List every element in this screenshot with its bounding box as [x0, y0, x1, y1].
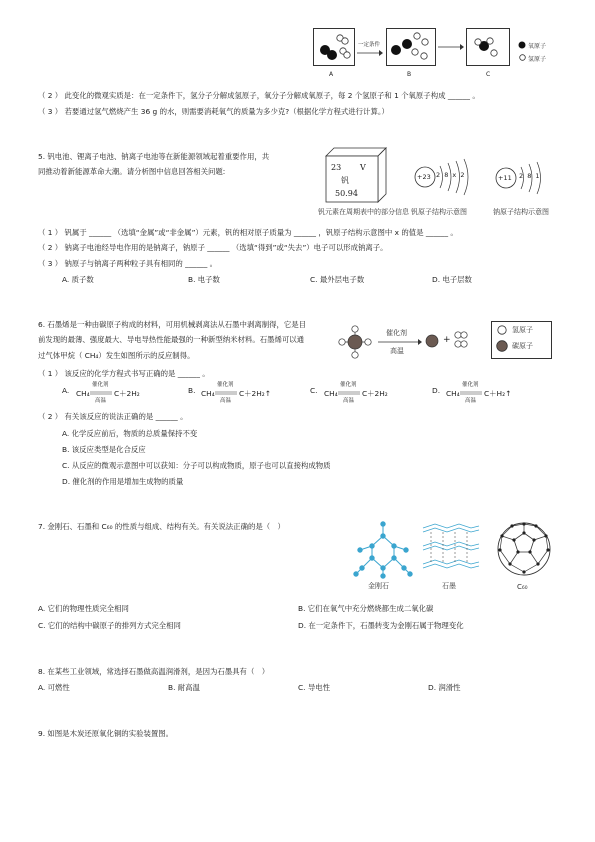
q6-part-2: （ 2 ） 有关该反应的说法正确的是 ______ 。 — [38, 412, 188, 421]
q6-stem-line2: 前发现的最薄、强度最大、导电导热性能最强的一种新型纳米材料。石墨烯可以通 — [38, 335, 305, 344]
q5-stem-line1: 5. 钒电池、锂离子电池、钠离子电池等在新能源领域起着重要作用，共 — [38, 152, 270, 161]
eq-d-bottom: 高温 — [465, 398, 477, 404]
arrow-icon — [357, 50, 383, 56]
q7-option-c[interactable]: C. 它们的结构中碳原子的排列方式完全相同 — [38, 621, 181, 630]
reaction-arrow-icon — [378, 339, 422, 345]
atoms-b — [386, 28, 436, 66]
eq-c-top: 催化剂 — [340, 382, 357, 388]
legend-hydrogen: 氢原子 — [528, 56, 547, 63]
element-name: 钒 — [341, 176, 349, 185]
eq-d-letter[interactable]: D. — [432, 386, 441, 395]
q7-stem: 7. 金刚石、石墨和 C₆₀ 的性质与组成、结构有关。有关说法正确的是（ ） — [38, 522, 285, 531]
label-c: C — [486, 71, 491, 78]
legend-oxygen: 氧原子 — [528, 43, 547, 50]
q8-stem: 8. 在某些工业领域，常选择石墨做高温润滑剂，是因为石墨具有（ ） — [38, 667, 270, 676]
q8-option-a[interactable]: A. 可燃性 — [38, 683, 70, 692]
v-nucleus: +23 — [417, 173, 431, 181]
q6-stem-line1: 6. 石墨烯是一种由碳原子构成的材料，可用机械剥离法从石墨中剥离制得，它是目 — [38, 320, 307, 329]
v-shells: 2 8 x 2 — [436, 171, 465, 179]
label-a: A — [329, 71, 334, 78]
eq-c-equals — [338, 391, 360, 395]
eq-d-left: CH₄ — [446, 389, 460, 398]
hydrogen-legend-icon — [497, 325, 507, 335]
q5-part-2: （ 2 ） 钠离子电池经导电作用的是钠离子，钠原子 ______ （选填“得到”或“失去”）电子可以形成钠离子。 — [38, 243, 388, 252]
c60-structure-image — [494, 520, 554, 578]
q5-option-a[interactable]: A. 质子数 — [62, 275, 94, 284]
caption-vanadium-atom: 钒原子结构示意图 — [411, 208, 467, 216]
q8-option-d[interactable]: D. 润滑性 — [428, 683, 461, 692]
eq-d-right: C＋H₂↑ — [484, 389, 512, 398]
eq-c-letter[interactable]: C. — [310, 386, 318, 395]
diamond-structure-image — [352, 520, 414, 578]
na-nucleus: +11 — [498, 174, 512, 182]
eq-b-top: 催化剂 — [217, 382, 234, 388]
q8-option-c[interactable]: C. 导电性 — [298, 683, 331, 692]
prev-part-3: （ 3 ） 若要通过氢气燃烧产生 36 g 的水，则需要消耗氧气的质量为多少克?（根据化学方程式进行计算。） — [38, 107, 389, 116]
reaction-catalyst-label: 催化剂 — [386, 329, 407, 337]
q8-option-b[interactable]: B. 耐高温 — [168, 683, 200, 692]
eq-d-top: 催化剂 — [462, 382, 479, 388]
q6-option-d[interactable]: D. 催化剂的作用是增加生成物的质量 — [62, 477, 184, 486]
molecules-a — [313, 28, 355, 66]
q7-option-d[interactable]: D. 在一定条件下，石墨转变为金刚石属于物理变化 — [298, 621, 464, 630]
eq-c-left: CH₄ — [324, 389, 338, 398]
q5-part-1: （ 1 ） 钒属于 ______ （选填“金属”或“非金属”）元素，钒的相对原子质量为 ______ ，钒原子结构示意图中 x 的值是 ______ 。 — [38, 228, 458, 237]
caption-c60: C₆₀ — [517, 583, 528, 591]
eq-a-left: CH₄ — [76, 389, 90, 398]
q6-option-c[interactable]: C. 从反应的微观示意图中可以获知：分子可以构成物质，原子也可以直接构成物质 — [62, 461, 331, 470]
oxygen-legend-icon — [518, 41, 526, 49]
eq-c-bottom: 高温 — [343, 398, 355, 404]
methane-molecule-icon — [338, 325, 372, 359]
eq-c-right: C＋2H₂ — [362, 389, 388, 398]
q5-option-b[interactable]: B. 电子数 — [188, 275, 220, 284]
eq-d-equals — [460, 391, 482, 395]
eq-a-equals — [90, 391, 112, 395]
eq-b-left: CH₄ — [201, 389, 215, 398]
carbon-legend-icon — [496, 340, 508, 352]
prev-part-2: （ 2 ） 此变化的微观实质是：在一定条件下，氢分子分解成氢原子，氧分子分解成氧原子，每 2 个氢原子和 1 个氧原子构成 ______ 。 — [38, 91, 480, 100]
q5-stem-line2: 同推动着新能源革命大潮。请分析图中信息回答相关问题: — [38, 167, 226, 176]
carbon-atom-icon — [425, 334, 439, 348]
eq-a-right: C＋2H₂ — [114, 389, 140, 398]
q6-part-1: （ 1 ） 该反应的化学方程式书写正确的是 ______ 。 — [38, 369, 210, 378]
hydrogen-molecules-icon — [452, 330, 472, 350]
q7-option-b[interactable]: B. 它们在氧气中充分燃烧都生成二氧化碳 — [298, 604, 434, 613]
eq-a-top: 催化剂 — [92, 382, 109, 388]
q6-option-a[interactable]: A. 化学反应前后，物质的总质量保持不变 — [62, 429, 198, 438]
label-b: B — [407, 71, 412, 78]
eq-a-bottom: 高温 — [95, 398, 107, 404]
caption-sodium-atom: 钠原子结构示意图 — [493, 208, 549, 216]
eq-b-equals — [215, 391, 237, 395]
legend-hydrogen-atom: 氢原子 — [512, 326, 533, 334]
caption-periodic-info: 钒元素在周期表中的部分信息 — [318, 208, 409, 216]
q5-option-d[interactable]: D. 电子层数 — [432, 275, 472, 284]
water-molecules-c — [466, 28, 510, 66]
reaction-temp-label: 高温 — [390, 347, 404, 355]
q6-option-b[interactable]: B. 该反应类型是化合反应 — [62, 445, 146, 454]
eq-b-right: C＋2H₂↑ — [239, 389, 271, 398]
caption-graphite: 石墨 — [442, 582, 456, 590]
eq-a-letter[interactable]: A. — [62, 386, 70, 395]
element-symbol: V — [360, 163, 366, 172]
caption-diamond: 金刚石 — [368, 582, 389, 590]
hydrogen-legend-icon — [519, 54, 526, 61]
q5-part-3: （ 3 ） 钠原子与钠离子两种粒子具有相同的 ______ 。 — [38, 259, 218, 268]
arrow-condition-label: 一定条件 — [358, 42, 381, 48]
eq-b-letter[interactable]: B. — [188, 386, 196, 395]
legend-carbon-atom: 碳原子 — [512, 342, 533, 350]
na-shells: 2 8 1 — [519, 172, 540, 180]
graphite-structure-image — [421, 522, 481, 578]
q5-option-c[interactable]: C. 最外层电子数 — [310, 275, 365, 284]
element-mass: 50.94 — [335, 189, 358, 198]
q6-stem-line3: 过气体甲烷（ CH₄）发生如图所示的反应制得。 — [38, 351, 195, 360]
arrow-icon — [438, 44, 464, 50]
q9-stem: 9. 如图是木炭还原氧化铜的实验装置图。 — [38, 729, 174, 738]
eq-b-bottom: 高温 — [220, 398, 232, 404]
plus-sign: + — [443, 335, 451, 345]
q7-option-a[interactable]: A. 它们的物理性质完全相同 — [38, 604, 129, 613]
element-number: 23 — [331, 163, 342, 172]
